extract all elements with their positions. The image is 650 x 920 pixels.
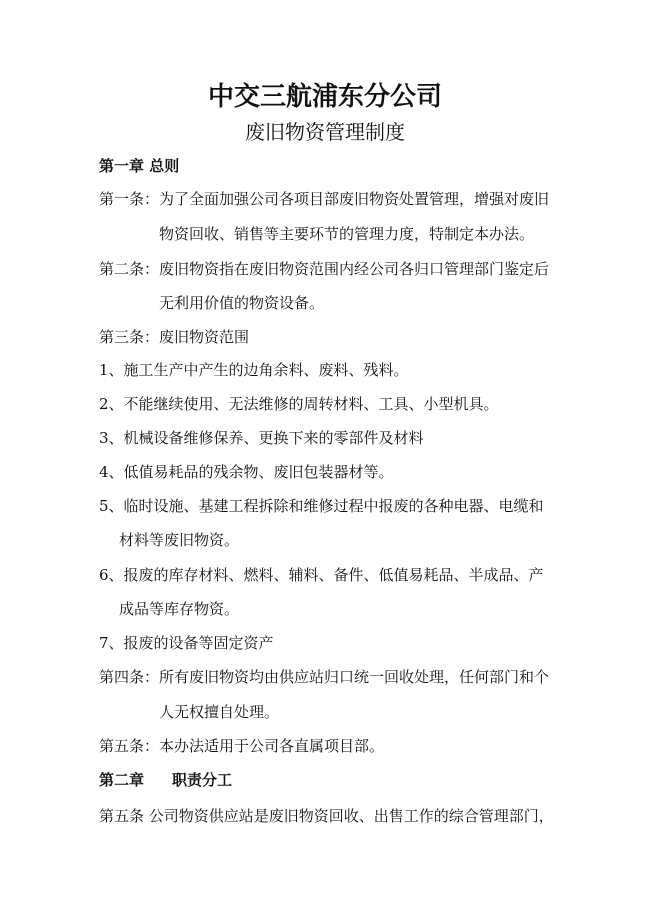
article-1-line-1: 第一条：为了全面加强公司各项目部废旧物资处置管理，增强对废旧 (99, 190, 550, 208)
scope-item-4: 4、低值易耗品的残余物、废旧包装器材等。 (99, 463, 394, 481)
article-3-line-1: 第三条：废旧物资范围 (99, 328, 250, 346)
article-5b-line-1: 第五条 公司物资供应站是废旧物资回收、出售工作的综合管理部门， (99, 807, 554, 825)
scope-item-3: 3、机械设备维修保养、更换下来的零部件及材料 (99, 429, 424, 447)
scope-item-5-line-1: 5、临时设施、基建工程拆除和维修过程中报废的各种电器、电缆和 (99, 497, 544, 515)
article-1-line-2: 物资回收、销售等主要环节的管理力度，特制定本办法。 (159, 225, 535, 243)
scope-item-5-line-2: 材料等废旧物资。 (119, 531, 240, 549)
scope-item-2: 2、不能继续使用、无法维修的周转材料、工具、小型机具。 (99, 395, 499, 413)
article-2-line-1: 第二条：废旧物资指在废旧物资范围内经公司各归口管理部门鉴定后 (99, 260, 550, 278)
chapter-2-heading (99, 770, 232, 790)
article-5-line-1: 第五条：本办法适用于公司各直属项目部。 (99, 737, 385, 755)
article-2-line-2: 无利用价值的物资设备。 (159, 294, 325, 312)
scope-item-7: 7、报废的设备等固定资产 (99, 634, 274, 652)
chapter-1-heading (99, 156, 179, 176)
scope-item-1: 1、施工生产中产生的边角余料、废料、残料。 (99, 361, 409, 379)
article-4-line-2: 人无权擅自处理。 (159, 703, 280, 721)
scope-item-6-line-1: 6、报废的库存材料、燃料、辅料、备件、低值易耗品、半成品、产 (99, 566, 544, 584)
scope-item-6-line-2: 成品等库存物资。 (119, 600, 240, 618)
company-title: 中交三航浦东分公司 (207, 82, 442, 112)
article-4-line-1: 第四条：所有废旧物资均由供应站归口统一回收处理，任何部门和个 (99, 668, 550, 686)
chapter-2-name: 职责分工 (172, 771, 233, 789)
regulation-title: 废旧物资管理制度 (245, 120, 405, 144)
chapter-1-label: 第一章 (99, 157, 145, 175)
chapter-1-name: 总则 (149, 157, 180, 175)
chapter-2-label: 第二章 (99, 771, 145, 789)
